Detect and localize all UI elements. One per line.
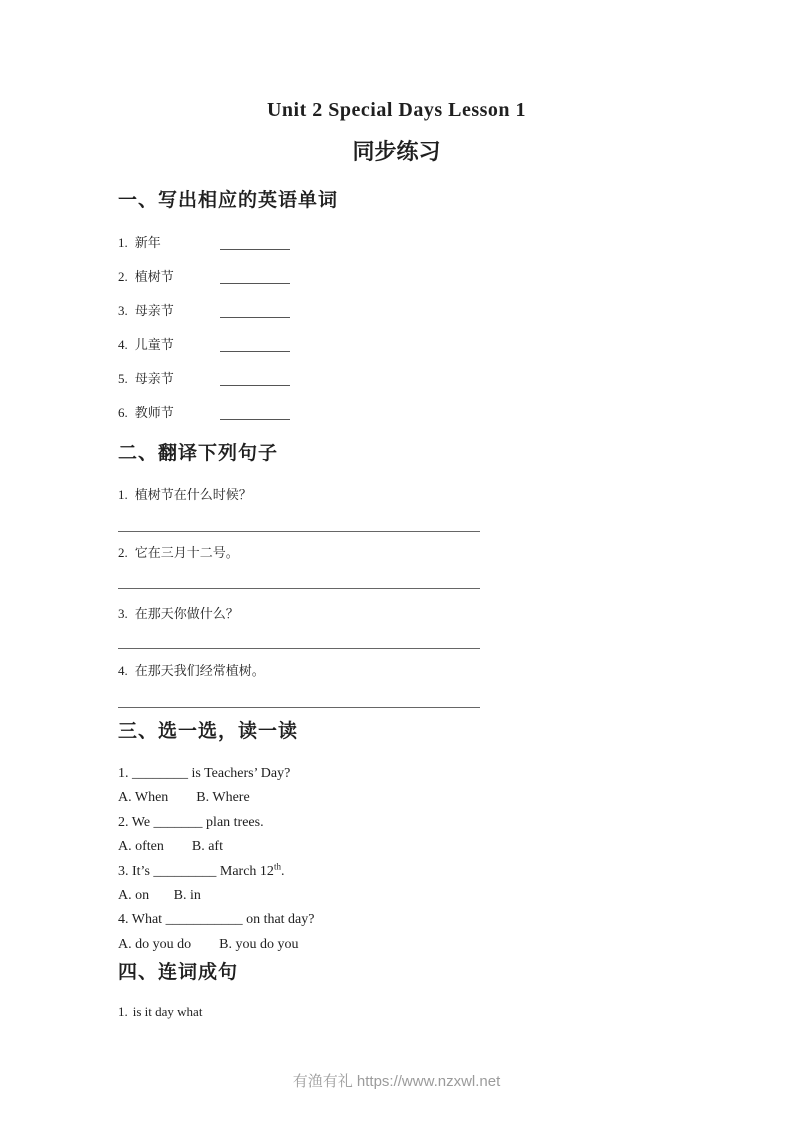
item-chinese-word: 植树节 (134, 269, 174, 284)
answer-line (118, 588, 480, 589)
item-chinese-word: 教师节 (134, 405, 174, 420)
line-text: 2. We _______ plan trees. (118, 814, 264, 830)
answer-blank (220, 301, 290, 318)
item-number: 4. (118, 663, 128, 678)
line-text: 1. ________ is Teachers’ Day? (118, 766, 291, 781)
watermark-footer: 有渔有礼 https://www.nzxwl.net (292, 1073, 501, 1091)
item-number: 2. (118, 545, 128, 560)
translate-item (118, 662, 793, 680)
answer-blank (220, 403, 290, 420)
item-chinese-word: 母亲节 (134, 303, 174, 318)
section1-word-list (118, 233, 793, 437)
section3-choice-list (118, 765, 793, 954)
item-number: 1. (118, 1004, 128, 1020)
answer-blank (220, 369, 290, 386)
choice-options (118, 838, 793, 856)
answer-blank (220, 233, 290, 250)
word-item-label (118, 403, 220, 423)
superscript: th (273, 860, 281, 871)
choice-question (118, 911, 793, 929)
page-subtitle: 同步练习 (352, 139, 441, 164)
choice-question (118, 860, 793, 881)
item-number: 3. (118, 606, 128, 621)
line-text: A. on B. in (118, 887, 201, 903)
answer-blank (220, 267, 290, 284)
line-tail: . (280, 863, 285, 879)
unscramble-item (118, 1003, 793, 1021)
item-number: 3. (118, 303, 128, 318)
word-item (118, 369, 793, 403)
item-number: 2. (118, 269, 128, 284)
line-text: 4. What ___________ on that day? (118, 912, 315, 928)
section3-heading: 三、选一选，读一读 (118, 721, 299, 742)
item-number: 6. (118, 405, 128, 420)
word-item (118, 403, 793, 437)
line-text: A. do you do B. you do you (118, 936, 299, 952)
word-item-label (118, 233, 220, 253)
line-text: A. When B. Where (118, 790, 250, 806)
word-item (118, 301, 793, 335)
word-item (118, 233, 793, 267)
section4-heading: 四、连词成句 (118, 962, 239, 984)
item-chinese-word: 新年 (134, 235, 161, 250)
translate-item (118, 486, 793, 504)
item-number: 1. (118, 235, 128, 250)
choice-options (118, 789, 793, 807)
item-number: 5. (118, 371, 128, 386)
item-sentence: 植树节在什么时候？ (134, 487, 252, 502)
section1-heading: 一、写出相应的英语单词 (118, 190, 339, 211)
translate-item (118, 605, 793, 623)
choice-options (118, 936, 793, 954)
word-item-label (118, 369, 220, 389)
item-chinese-word: 儿童节 (134, 337, 174, 352)
choice-options (118, 887, 793, 905)
item-number: 1. (118, 487, 128, 502)
word-item (118, 335, 793, 369)
word-item-label (118, 267, 220, 287)
choice-question (118, 765, 793, 783)
word-item (118, 267, 793, 301)
line-text: 3. It’s _________ March 12 (118, 863, 274, 879)
word-item-label (118, 301, 220, 321)
answer-blank (220, 335, 290, 352)
item-number: 4. (118, 337, 128, 352)
line-text: A. often B. aft (118, 839, 223, 855)
item-sentence: 在那天我们经常植树。 (134, 663, 265, 678)
word-item-label (118, 335, 220, 355)
answer-line (118, 531, 480, 532)
page-title: Unit 2 Special Days Lesson 1 (266, 99, 527, 121)
item-sentence: 在那天你做什么？ (134, 606, 239, 621)
translate-item (118, 544, 793, 562)
item-chinese-word: 母亲节 (134, 371, 174, 386)
answer-line (118, 707, 480, 708)
item-sentence: 它在三月十二号。 (134, 545, 239, 560)
answer-line (118, 648, 480, 649)
choice-question (118, 814, 793, 832)
section2-heading: 二、翻译下列句子 (118, 443, 279, 464)
item-words: is it day what (132, 1004, 203, 1020)
